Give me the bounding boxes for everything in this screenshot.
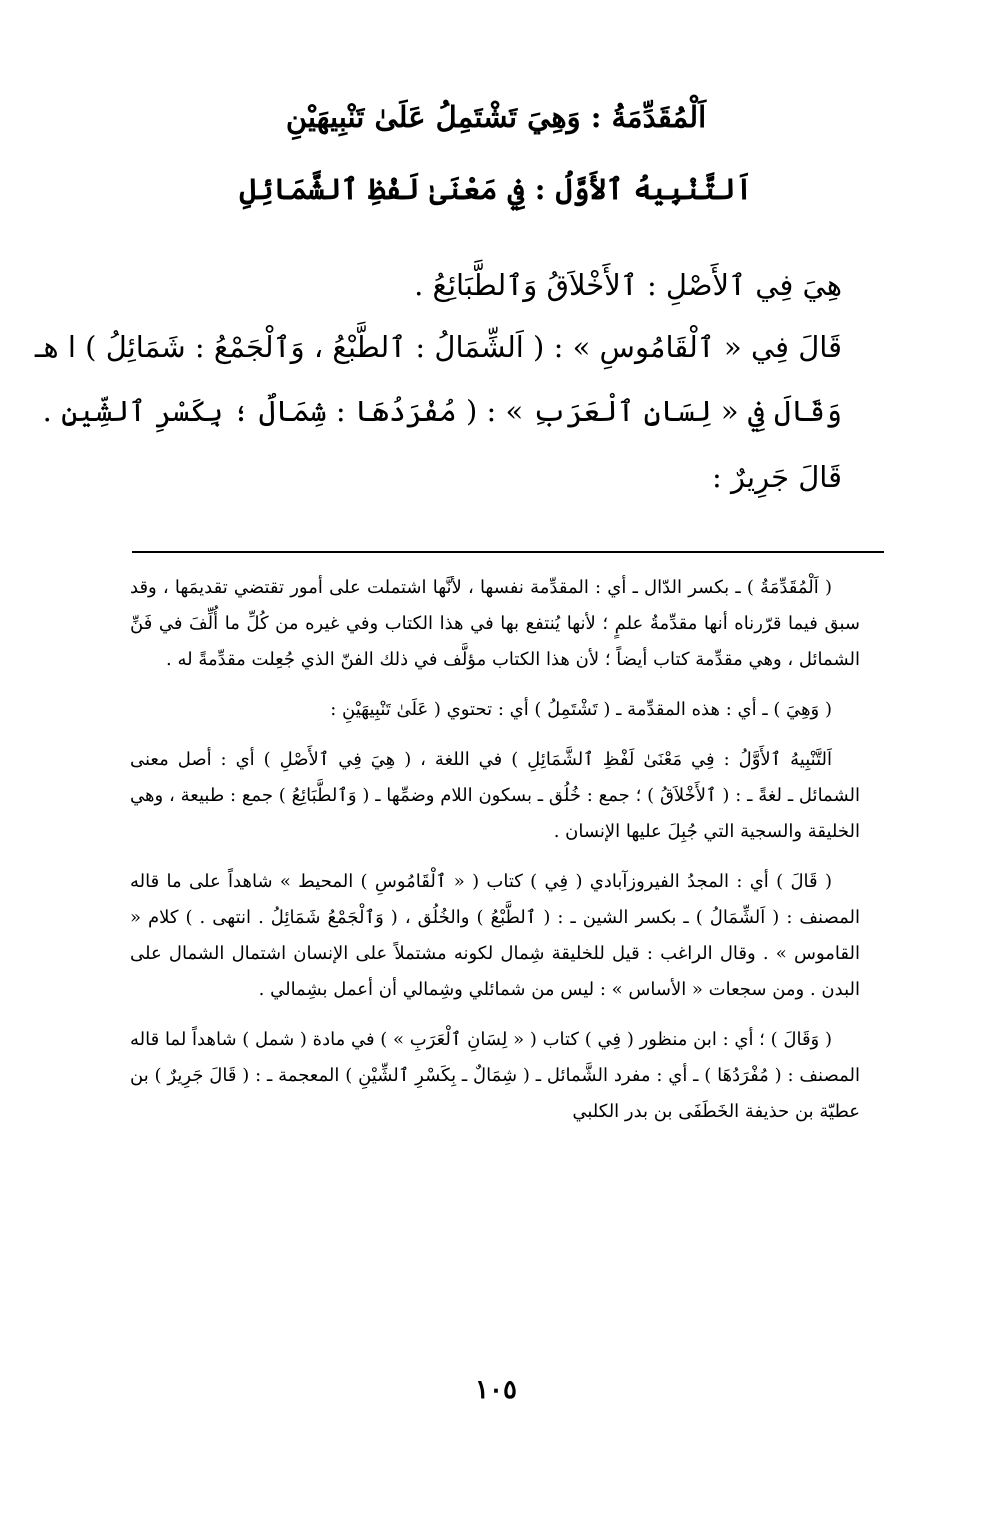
main-text-line: وَقَالَ فِي « لِسَانِ ٱلْعَرَبِ » : ( مُفْرَدُهَا : شِمَالٌ ؛ بِكَسْرِ ٱلشِّينِ .	[42, 394, 842, 428]
commentary-paragraph: ( اَلْمُقَدِّمَةُ ) ـ بكسر الدّال ـ أي : المقدِّمة نفسها ، لأنَّها اشتملت على أمور تقتضي تقديمَها ، وقد سبق فيما قرّرناه أنها مقدِّمةُ علمٍ ؛ لأنها يُنتفع بها في هذا الكتاب وفي غيره من كُلِّ ما أُلِّفَ في فَنِّ الشمائل ، وهي مقدِّمة كتاب أيضاً ؛ لأن هذا الكتاب مؤلَّف في ذلك الفنّ الذي جُعِلت مقدِّمةً له .	[130, 577, 860, 670]
main-text-line: هِيَ فِي ٱلأَصْلِ : ٱلأَخْلاَقُ وَٱلطَّبَائِعُ .	[414, 268, 842, 302]
commentary-paragraph: ( وَقَالَ ) ؛ أي : ابن منظور ( فِي ) كتاب ( « لِسَانِ ٱلْعَرَبِ » ) في مادة ( شمل ) شاهداً لما قاله المصنف : ( مُفْرَدُهَا ) ـ أي : مفرد الشَّمائل ـ ( شِمَالٌ ـ بِكَسْرِ ٱلشِّيْنِ ) المعجمة ـ : ( قَالَ جَرِيرٌ ) بن عطيّة بن حذيفة الخَطَفَى بن بدر الكلبي	[130, 1029, 860, 1122]
commentary-section	[130, 570, 860, 1130]
section-title: اَلْمُقَدِّمَةُ : وَهِيَ تَشْتَمِلُ عَلَىٰ تَنْبِيهَيْنِ	[285, 100, 707, 134]
main-text-line: قَالَ فِي « ٱلْقَامُوسِ » : ( اَلشِّمَالُ : ٱلطَّبْعُ ، وَٱلْجَمْعُ : شَمَائِلُ ) ا هـ	[34, 330, 842, 364]
section-subtitle: اَلتَّنْبِيهُ ٱلأَوَّلُ : فِي مَعْنَىٰ لَفْظِ ٱلشَّمَائِلِ	[239, 172, 753, 206]
footnote-divider	[132, 551, 884, 553]
commentary-paragraph: ( قَالَ ) أي : المجدُ الفيروزآبادي ( فِي ) كتاب ( « ٱلْقَامُوسِ ) المحيط » شاهداً على ما قاله المصنف : ( اَلشِّمَالُ ) ـ بكسر الشين ـ : ( ٱلطَّبْعُ ) والخُلُق ، ( وَٱلْجَمْعُ شَمَائِلُ . انتهى . ) كلام « القاموس » . وقال الراغب : قيل للخليقة شِمال لكونه مشتملاً على الإنسان اشتمال الشمال على البدن . ومن سجعات « الأساس » : ليس من شمائلي وشِمالي أن أعمل بشِمالي .	[130, 871, 860, 1000]
commentary-paragraph: اَلتَّنْبِيهُ ٱلأَوَّلُ : فِي مَعْنَىٰ لَفْظِ ٱلشَّمَائِلِ ) في اللغة ، ( هِيَ فِي ٱلأَصْلِ ) أي : أصل معنى الشمائل ـ لغةً ـ : ( ٱلأَخْلاَقُ ) ؛ جمع : خُلُق ـ بسكون اللام وضمِّها ـ ( وَٱلطَّبَائِعُ ) جمع : طبيعة ، وهي الخليقة والسجية التي جُبِلَ عليها الإنسان .	[130, 749, 860, 842]
page-number: ١٠٥	[475, 1375, 517, 1405]
commentary-paragraph: ( وَهِيَ ) ـ أي : هذه المقدِّمة ـ ( تَشْتَمِلُ ) أي : تحتوي ( عَلَىٰ تَنْبِيهَيْنِ :	[330, 699, 832, 720]
main-text-line: قَالَ جَرِيرٌ :	[712, 460, 842, 494]
